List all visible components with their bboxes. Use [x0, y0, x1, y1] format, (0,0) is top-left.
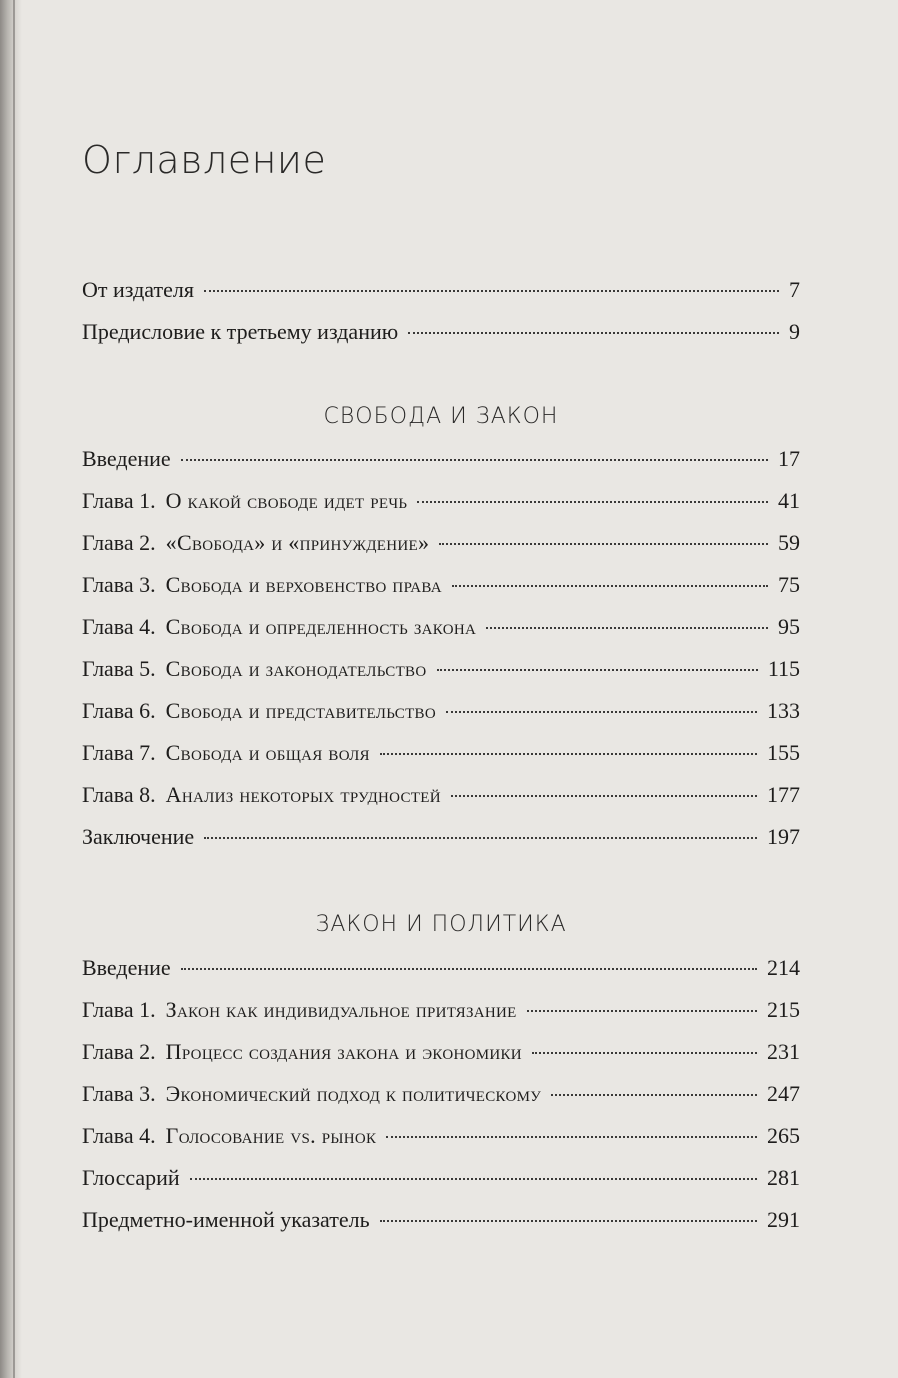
leader-dots: [380, 753, 757, 755]
toc-entry[interactable]: [82, 530, 800, 572]
toc-entry-page: 9: [789, 319, 800, 344]
toc-entry-label: Введение: [82, 446, 171, 471]
toc-entry[interactable]: [82, 997, 800, 1039]
toc-entry-page: 95: [778, 614, 800, 639]
toc-entry[interactable]: [82, 1039, 800, 1081]
toc-entry-label: Закон как индивидуальное притязание: [165, 997, 517, 1022]
leader-dots: [437, 669, 758, 671]
toc-entry-page: 41: [778, 488, 800, 513]
toc-entry-page: 265: [767, 1123, 800, 1148]
chapter-number: Глава 8.: [82, 782, 156, 807]
leader-dots: [486, 627, 768, 629]
chapter-number: Глава 7.: [82, 740, 156, 765]
leader-dots: [452, 585, 768, 587]
toc-entry-label: Процесс создания закона и экономики: [165, 1039, 522, 1064]
section-heading: ЗАКОН И ПОЛИТИКА: [315, 912, 567, 937]
toc-entry-label-group: [82, 1207, 370, 1233]
leader-dots: [380, 1220, 757, 1222]
chapter-number: Глава 5.: [82, 656, 156, 681]
toc-entry[interactable]: [82, 614, 800, 656]
section-heading: СВОБОДА И ЗАКОН: [323, 404, 559, 429]
toc-entry[interactable]: [82, 782, 800, 824]
toc-entry-label-group: [82, 782, 441, 808]
toc-entry-page: 59: [778, 530, 800, 555]
chapter-number: Глава 3.: [82, 1081, 156, 1106]
toc-entry-label-group: [82, 530, 429, 556]
toc-entry-label-group: [82, 446, 171, 472]
chapter-number: Глава 2.: [82, 530, 156, 555]
toc-entry-page: 177: [767, 782, 800, 807]
toc-entry[interactable]: [82, 656, 800, 698]
leader-dots: [446, 711, 757, 713]
toc-entry-page: 133: [767, 698, 800, 723]
toc-entry-label: Предметно-именной указатель: [82, 1207, 370, 1232]
toc-entry-label: От издателя: [82, 277, 194, 302]
toc-entry[interactable]: [82, 488, 800, 530]
toc-entry[interactable]: [82, 824, 800, 866]
toc-entry-label: Введение: [82, 955, 171, 980]
toc-entry-page: 231: [767, 1039, 800, 1064]
toc-entry-page: 75: [778, 572, 800, 597]
toc-entry-label-group: [82, 698, 436, 724]
chapter-number: Глава 1.: [82, 488, 156, 513]
toc-entry-label: Свобода и представительство: [165, 698, 436, 723]
leader-dots: [181, 968, 757, 970]
toc-entry[interactable]: [82, 740, 800, 782]
toc-entry[interactable]: [82, 1081, 800, 1123]
toc-entry-label-group: [82, 614, 476, 640]
leader-dots: [451, 795, 757, 797]
toc-entry-label: Заключение: [82, 824, 195, 849]
leader-dots: [527, 1010, 757, 1012]
toc-entry-page: 215: [767, 997, 800, 1022]
toc-entry-label-group: [82, 1039, 522, 1065]
page-title: Оглавление: [82, 138, 327, 182]
section-entries: [82, 446, 800, 866]
toc-entry[interactable]: [82, 446, 800, 488]
chapter-number: Глава 6.: [82, 698, 156, 723]
leader-dots: [190, 1178, 757, 1180]
toc-entry-page: 197: [767, 824, 800, 849]
toc-entry-page: 7: [789, 277, 800, 302]
chapter-number: Глава 4.: [82, 1123, 156, 1148]
leader-dots: [532, 1052, 757, 1054]
toc-entry-page: 115: [767, 656, 800, 681]
toc-entry[interactable]: [82, 277, 800, 319]
toc-entry-page: 247: [767, 1081, 800, 1106]
toc-entry-page: 214: [767, 955, 800, 980]
toc-entry-label-group: [82, 488, 407, 514]
toc-entry-label: Свобода и определенность закона: [165, 614, 477, 639]
toc-entry-label-group: [82, 656, 427, 682]
leader-dots: [417, 501, 768, 503]
toc-entry-page: 17: [778, 446, 800, 471]
front-matter-list: [82, 277, 800, 361]
toc-entry-label: Глоссарий: [82, 1165, 180, 1190]
section-entries: [82, 955, 800, 1249]
toc-entry-page: 291: [767, 1207, 800, 1232]
toc-entry-label: Свобода и общая воля: [165, 740, 370, 765]
toc-entry-label: Свобода и законодательство: [165, 656, 427, 681]
toc-entry-page: 155: [767, 740, 800, 765]
leader-dots: [204, 837, 757, 839]
toc-entry-page: 281: [767, 1165, 800, 1190]
leader-dots: [551, 1094, 757, 1096]
toc-entry-label-group: [82, 1165, 180, 1191]
toc-entry-label-group: [82, 824, 194, 850]
toc-entry-label-group: [82, 1123, 376, 1149]
toc-entry-label: О какой свободе идет речь: [165, 488, 408, 513]
toc-entry-label: Экономический подход к политическому: [165, 1081, 542, 1106]
leader-dots: [181, 459, 768, 461]
chapter-number: Глава 3.: [82, 572, 156, 597]
toc-entry-label: Голосование vs. рынок: [165, 1123, 377, 1148]
toc-entry[interactable]: [82, 698, 800, 740]
toc-entry[interactable]: [82, 1123, 800, 1165]
toc-entry-label: «Свобода» и «принуждение»: [165, 530, 430, 555]
leader-dots: [386, 1136, 757, 1138]
toc-entry-label-group: [82, 1081, 541, 1107]
chapter-number: Глава 1.: [82, 997, 156, 1022]
toc-entry-label: Анализ некоторых трудностей: [165, 782, 441, 807]
chapter-number: Глава 2.: [82, 1039, 156, 1064]
toc-entry-label-group: [82, 572, 442, 598]
leader-dots: [204, 290, 779, 292]
toc-entry[interactable]: [82, 572, 800, 614]
toc-entry-label-group: [82, 997, 517, 1023]
leader-dots: [439, 543, 768, 545]
chapter-number: Глава 4.: [82, 614, 156, 639]
leader-dots: [408, 332, 779, 334]
toc-entry-label-group: [82, 955, 171, 981]
toc-entry[interactable]: [82, 1207, 800, 1249]
toc-entry-label: Свобода и верховенство права: [165, 572, 442, 597]
toc-entry-label: Предисловие к третьему изданию: [82, 319, 399, 344]
toc-entry-label-group: [82, 740, 370, 766]
toc-entry[interactable]: [82, 319, 800, 361]
toc-entry[interactable]: [82, 1165, 800, 1207]
toc-entry[interactable]: [82, 955, 800, 997]
